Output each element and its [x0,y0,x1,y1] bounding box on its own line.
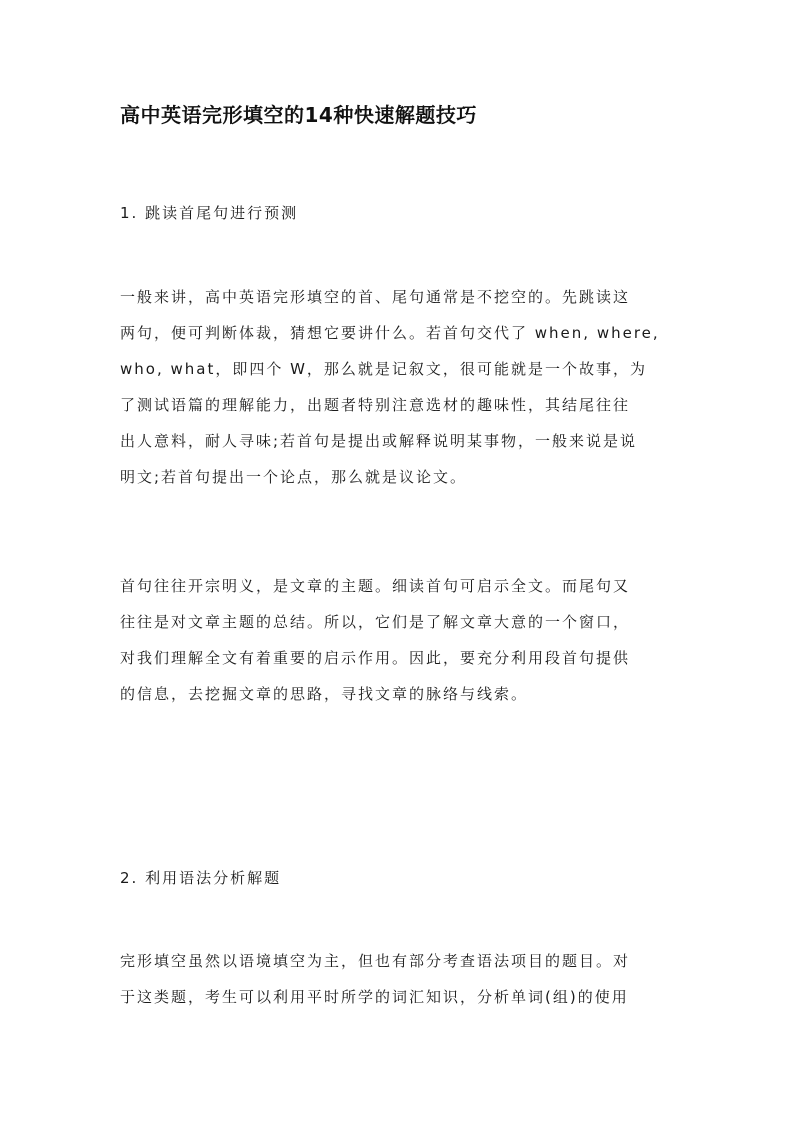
text-line: 出人意料，耐人寻味;若首句是提出或解释说明某事物，一般来说是说 [120,432,638,450]
text-line: 完形填空虽然以语境填空为主，但也有部分考查语法项目的题目。对 [120,952,631,970]
text-line: 往往是对文章主题的总结。所以，它们是了解文章大意的一个窗口， [120,613,631,631]
text-line: 两句，便可判断体裁，猜想它要讲什么。若首句交代了 when, where, [120,324,660,342]
text-line: 一般来讲，高中英语完形填空的首、尾句通常是不挖空的。先跳读这 [120,288,631,306]
section-2-paragraph-1 [120,943,680,1015]
text-line: 首句往往开宗明义，是文章的主题。细读首句可启示全文。而尾句又 [120,577,631,595]
section-1-heading: 1. 跳读首尾句进行预测 [120,204,299,222]
text-line: who, what，即四个 W，那么就是记叙文，很可能就是一个故事，为 [120,360,647,378]
text-line: 于这类题，考生可以利用平时所学的词汇知识，分析单词(组)的使用 [120,988,629,1006]
section-1-paragraph-1 [120,279,680,495]
text-line: 明文;若首句提出一个论点，那么就是议论文。 [120,468,468,486]
text-line: 了测试语篇的理解能力，出题者特别注意选材的趣味性，其结尾往往 [120,396,631,414]
document-title: 高中英语完形填空的14种快速解题技巧 [120,103,477,127]
text-line: 对我们理解全文有着重要的启示作用。因此，要充分利用段首句提供 [120,649,631,667]
section-2-heading: 2. 利用语法分析解题 [120,869,282,887]
section-1-paragraph-2 [120,568,680,712]
text-line: 的信息，去挖掘文章的思路，寻找文章的脉络与线索。 [120,685,529,703]
